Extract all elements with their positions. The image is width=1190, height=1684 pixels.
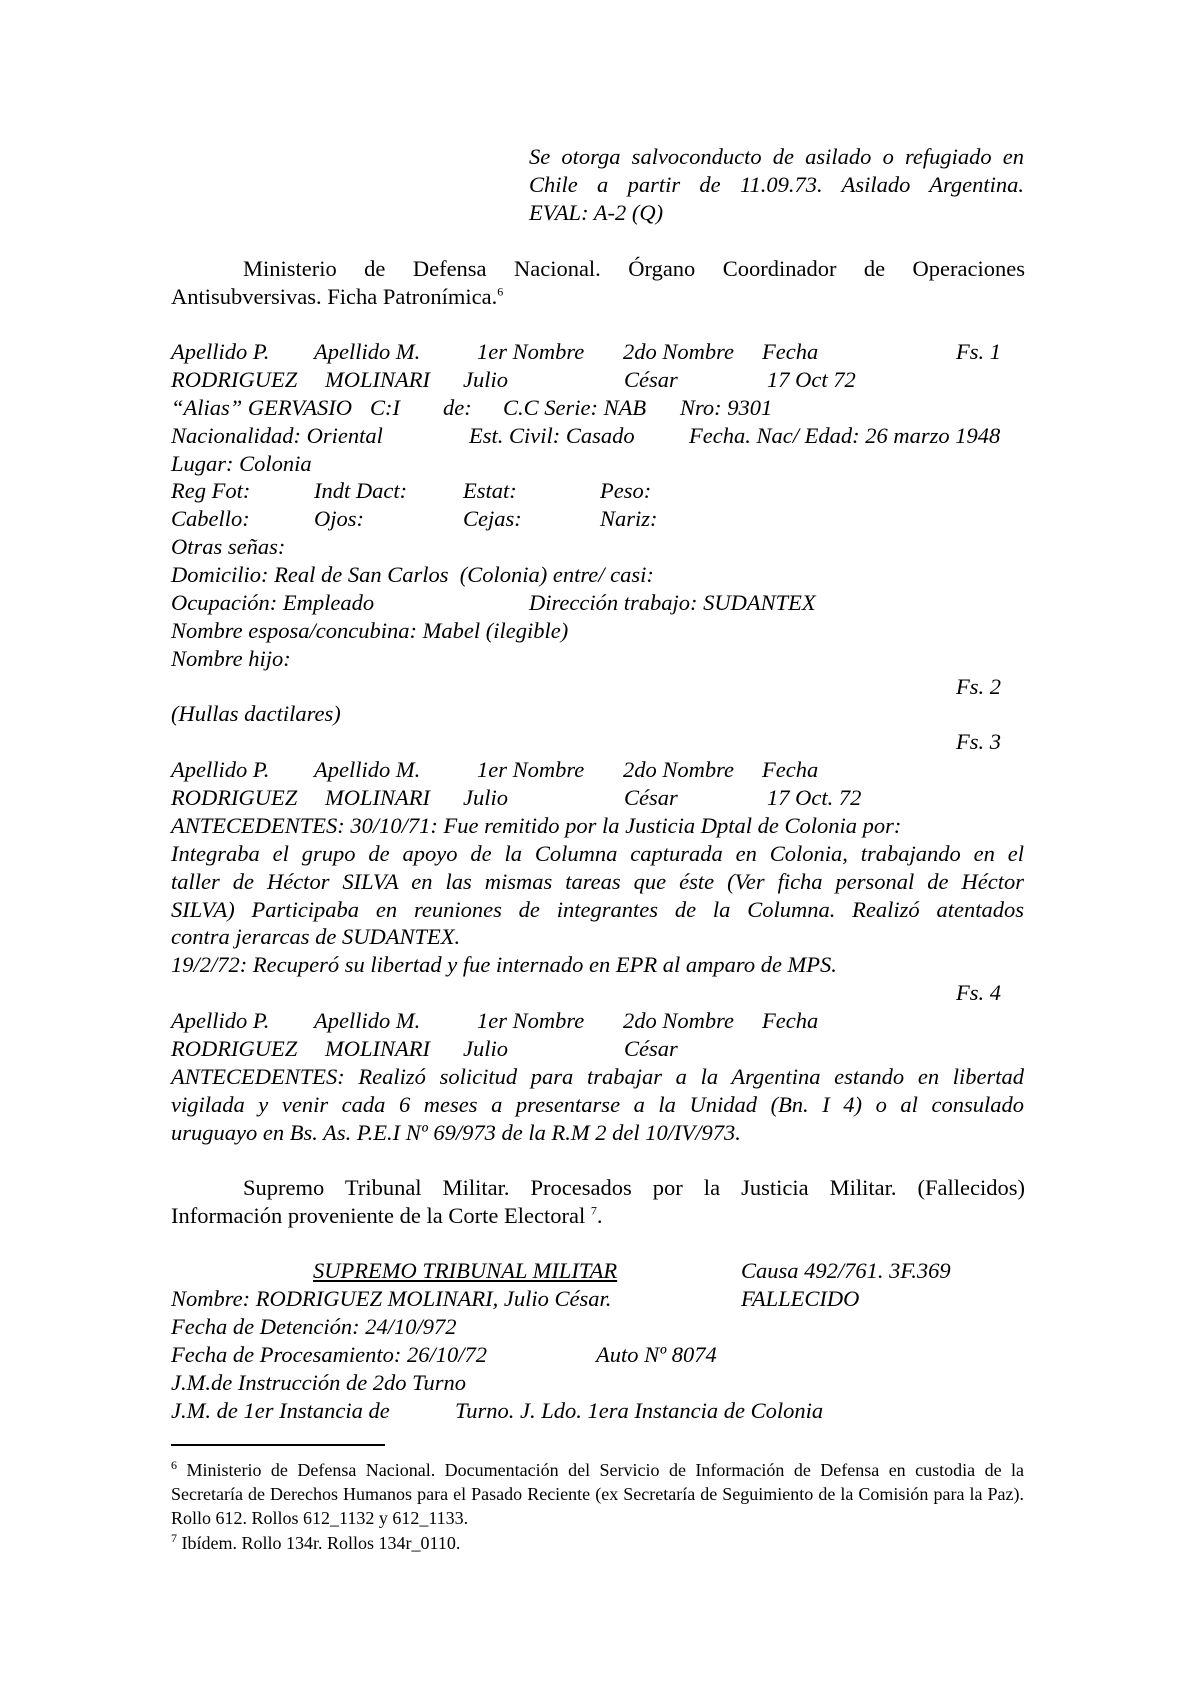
fs1-est-civil: Est. Civil: Casado [469, 423, 635, 448]
fs1-indt-dact: Indt Dact: [314, 478, 408, 503]
fs3-header-apellido-p: Apellido P. [171, 757, 270, 782]
fs4-apellido-p: RODRIGUEZ [171, 1036, 298, 1061]
footnote-7 [171, 1526, 460, 1555]
tribunal-para-end: . [596, 1203, 603, 1228]
fs1-nombre1: Julio [463, 367, 508, 392]
fs1-hijo: Nombre hijo: [171, 646, 291, 671]
fs1-domicilio: Domicilio: Real de San Carlos (Colonia) entre/ casi: [171, 562, 654, 587]
footnote-7-number: 7 [171, 1531, 177, 1545]
fs1-de: de: [443, 395, 472, 420]
stm-estado: FALLECIDO [741, 1286, 860, 1311]
fs1-fecha-nac: Fecha. Nac/ Edad: 26 marzo 1948 [689, 423, 1001, 448]
footnote-6-text: Ministerio de Defensa Nacional. Documentación del Servicio de Información de Defensa en custodia de la Secretaría de Derechos Humanos para el Pasado Reciente (ex Secretaría de Seguimiento de la Comisión para la Paz). Rollo 612. Rollos 612_1132 y 612_1133. [171, 1460, 1024, 1528]
safe-conduct-line-3: EVAL: A-2 (Q) [529, 200, 664, 225]
fs1-apellido-p: RODRIGUEZ [171, 367, 298, 392]
safe-conduct-line-2: Chile a partir de 11.09.73. Asilado Argentina. [529, 172, 1024, 197]
fs3-antecedentes-line: SILVA) Participaba en reuniones de integrantes de la Columna. Realizó atentados [171, 897, 1024, 922]
stm-jm-instruccion: J.M.de Instrucción de 2do Turno [171, 1370, 466, 1395]
safe-conduct-line-1: Se otorga salvoconducto de asilado o refugiado en [529, 144, 1024, 169]
fs1-header-apellido-m: Apellido M. [314, 339, 421, 364]
fs4-header-apellido-p: Apellido P. [171, 1008, 270, 1033]
tribunal-para-line-2 [171, 1202, 602, 1230]
footnote-6 [171, 1453, 1024, 1530]
fs4-page-label: Fs. 4 [956, 980, 1001, 1005]
fs1-apellido-m: MOLINARI [325, 367, 430, 392]
fs1-nacionalidad: Nacionalidad: Oriental [171, 423, 383, 448]
fs3-header-nombre2: 2do Nombre [623, 757, 735, 782]
fs3-header-nombre1: 1er Nombre [477, 757, 585, 782]
fs3-page-label: Fs. 3 [956, 729, 1001, 754]
fs1-header-fecha: Fecha [762, 339, 819, 364]
stm-causa: Causa 492/761. 3F.369 [741, 1258, 951, 1283]
fs3-antecedentes-line: contra jerarcas de SUDANTEX. [171, 924, 461, 949]
fs3-apellido-p: RODRIGUEZ [171, 785, 298, 810]
ministry-para-text: Antisubversivas. Ficha Patronímica. [171, 284, 498, 309]
fs3-header-apellido-m: Apellido M. [314, 757, 421, 782]
fs1-reg-fot: Reg Fot: [171, 478, 251, 503]
fs4-antecedentes-line: vigilada y venir cada 6 meses a presentarse a la Unidad (Bn. I 4) o al consulado [171, 1092, 1024, 1117]
fs3-antecedentes-line: 19/2/72: Recuperó su libertad y fue internado en EPR al amparo de MPS. [171, 952, 837, 977]
fs4-antecedentes-line: uruguayo en Bs. As. P.E.I Nº 69/973 de la R.M 2 del 10/IV/973. [171, 1120, 741, 1145]
fs1-header-apellido-p: Apellido P. [171, 339, 270, 364]
fs1-ocupacion: Ocupación: Empleado [171, 590, 375, 615]
fs1-alias: “Alias” GERVASIO [171, 395, 353, 420]
fs4-apellido-m: MOLINARI [325, 1036, 430, 1061]
footnote-ref-6[interactable]: 6 [497, 284, 504, 299]
fs1-serie: C.C Serie: NAB [503, 395, 647, 420]
fs4-header-nombre1: 1er Nombre [477, 1008, 585, 1033]
stm-heading: SUPREMO TRIBUNAL MILITAR [313, 1258, 618, 1283]
fs3-nombre2: César [624, 785, 678, 810]
fs3-antecedentes-line: ANTECEDENTES: 30/10/71: Fue remitido por la Justicia Dptal de Colonia por: [171, 813, 902, 838]
fs1-nro: Nro: 9301 [680, 395, 773, 420]
stm-turno: Turno. J. Ldo. 1era Instancia de Colonia [455, 1398, 824, 1423]
fs3-antecedentes-line: taller de Héctor SILVA en las mismas tareas que éste (Ver ficha personal de Héctor [171, 869, 1024, 894]
fs1-ojos: Ojos: [314, 506, 364, 531]
stm-fecha-procesamiento: Fecha de Procesamiento: 26/10/72 [171, 1342, 487, 1367]
fs3-fecha: 17 Oct. 72 [767, 785, 862, 810]
fs1-header-nombre1: 1er Nombre [477, 339, 585, 364]
fs3-nombre1: Julio [463, 785, 508, 810]
fs2-text: (Hullas dactilares) [171, 701, 341, 726]
fs3-header-fecha: Fecha [762, 757, 819, 782]
fs1-header-nombre2: 2do Nombre [623, 339, 735, 364]
fs1-cabello: Cabello: [171, 506, 250, 531]
fs4-header-apellido-m: Apellido M. [314, 1008, 421, 1033]
footnote-6-number: 6 [171, 1458, 177, 1472]
fs1-page-label: Fs. 1 [956, 339, 1001, 364]
fs1-esposa: Nombre esposa/concubina: Mabel (ilegible) [171, 618, 569, 643]
footnote-ref-7[interactable]: 7 [590, 1203, 597, 1218]
fs3-antecedentes-line: Integraba el grupo de apoyo de la Columna capturada en Colonia, trabajando en el [171, 841, 1024, 866]
footnote-separator [171, 1444, 385, 1446]
fs4-nombre1: Julio [463, 1036, 508, 1061]
footnote-7-text: Ibídem. Rollo 134r. Rollos 134r_0110. [181, 1533, 461, 1553]
fs1-nariz: Nariz: [600, 506, 658, 531]
fs1-peso: Peso: [600, 478, 652, 503]
fs2-page-label: Fs. 2 [956, 674, 1001, 699]
fs1-direccion-trabajo: Dirección trabajo: SUDANTEX [529, 590, 816, 615]
stm-jm-instancia: J.M. de 1er Instancia de [171, 1398, 390, 1423]
fs1-otras-senas: Otras señas: [171, 534, 286, 559]
fs4-header-fecha: Fecha [762, 1008, 819, 1033]
fs1-lugar: Lugar: Colonia [171, 451, 312, 476]
fs4-nombre2: César [624, 1036, 678, 1061]
tribunal-para-text: Información proveniente de la Corte Electoral [171, 1203, 586, 1228]
fs1-cejas: Cejas: [463, 506, 522, 531]
tribunal-para-line-1: Supremo Tribunal Militar. Procesados por la Justicia Militar. (Fallecidos) [243, 1175, 1025, 1200]
fs3-apellido-m: MOLINARI [325, 785, 430, 810]
ministry-para-line-1: Ministerio de Defensa Nacional. Órgano Coordinador de Operaciones [243, 256, 1025, 281]
fs1-fecha: 17 Oct 72 [767, 367, 856, 392]
fs1-nombre2: César [624, 367, 678, 392]
stm-nombre: Nombre: RODRIGUEZ MOLINARI, Julio César. [171, 1286, 612, 1311]
stm-fecha-detencion: Fecha de Detención: 24/10/972 [171, 1314, 457, 1339]
stm-auto: Auto Nº 8074 [596, 1342, 717, 1367]
fs4-antecedentes-line: ANTECEDENTES: Realizó solicitud para trabajar a la Argentina estando en libertad [171, 1064, 1024, 1089]
fs1-ci: C:I [370, 395, 400, 420]
ministry-para-line-2 [171, 283, 503, 311]
fs1-estat: Estat: [463, 478, 517, 503]
fs4-header-nombre2: 2do Nombre [623, 1008, 735, 1033]
